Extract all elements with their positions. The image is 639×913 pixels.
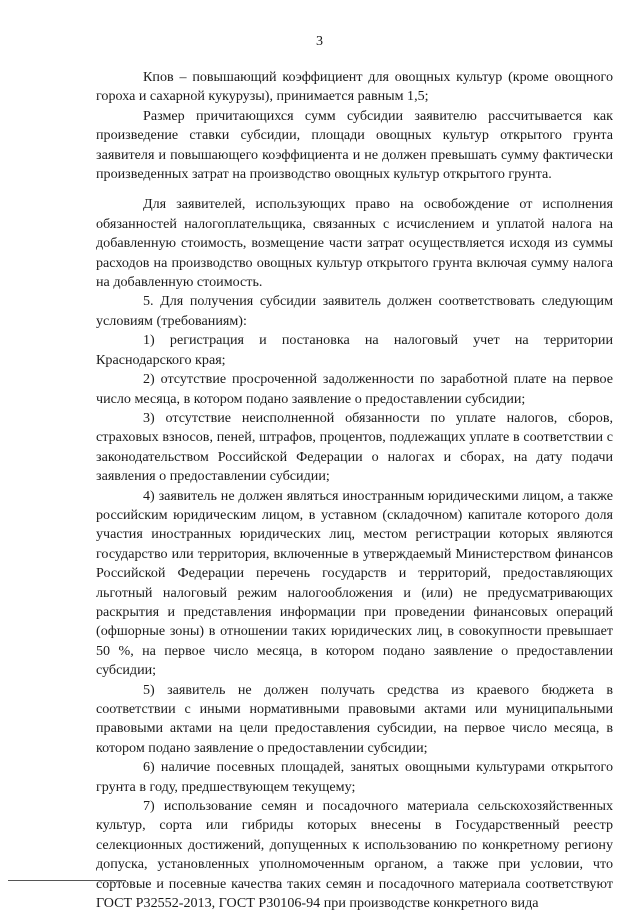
list-item-condition-4: 4) заявитель не должен являться иностранным юридическими лицом, а также российским юридическим лицом, в уставном (складочном) капитале которого доля участия иностранных юридических лиц, местом регистрации которых являются государство или территория, включенные в утверждаемый Министерством финансов Российской Федерации перечень государств и территорий, предоставляющих льготный налоговый режим налогообложения и (или) не предусматривающих раскрытия и представления информации при проведении финансовых операций (офшорные зоны) в отношении таких юридических лиц, в совокупности превышает 50 %, на первое число месяца, в котором подано заявление о предоставлении субсидии; (96, 487, 613, 679)
paragraph-conditions-intro: 5. Для получения субсидии заявитель должен соответствовать следующим условиям (требованиям): (96, 293, 613, 329)
paragraph-subsidy-amount: Размер причитающихся сумм субсидии заявителю рассчитывается как произведение ставки субсидии, площади овощных культур открытого грунта заявителя и повышающего коэффициента и не должен превышать сумму фактически произведенных затрат на производство овощных культур открытого грунта. (96, 107, 613, 183)
list-item-condition-3: 3) отсутствие неисполненной обязанности по уплате налогов, сборов, страховых взносов, пеней, штрафов, процентов, подлежащих уплате в соответствии с законодательством Российской Федерации о налогах и сборах, на дату подачи заявления о предоставлении субсидии; (96, 409, 613, 485)
page-number: 3 (315, 33, 324, 49)
footnote-separator-line (8, 880, 126, 881)
list-item-condition-5: 5) заявитель не должен получать средства из краевого бюджета в соответствии с иными нормативными правовыми актами или муниципальными правовыми актами на цели предоставления субсидии, на первое число месяца, в котором подано заявление о предоставлении субсидии; (96, 681, 613, 756)
list-item-condition-6: 6) наличие посевных площадей, занятых овощными культурами открытого грунта в году, предшествующем текущему; (96, 759, 613, 795)
document-body (96, 68, 613, 913)
list-item-condition-7: 7) использование семян и посадочного материала сельскохозяйственных культур, сорта или гибриды которых внесены в Государственный реестр селекционных достижений, допущенных к использованию по конкретному региону допуска, установленных уполномоченным органом, а также при условии, что сортовые и посевные качества таких семян и посадочного материала соответствуют ГОСТ Р32552-2013, ГОСТ Р30106-94 при производстве конкретного вида (96, 798, 613, 912)
paragraph-vat-exemption: Для заявителей, использующих право на освобождение от исполнения обязанностей налогоплательщика, связанных с исчислением и уплатой налога на добавленную стоимость, возмещение части затрат осуществляется исходя из суммы расходов на производство овощных культур открытого грунта включая сумму налога на добавленную стоимость. (96, 196, 613, 291)
list-item-condition-1: 1) регистрация и постановка на налоговый учет на территории Краснодарского края; (96, 332, 613, 368)
paragraph-kpov-definition: Кпов – повышающий коэффициент для овощных культур (кроме овощного гороха и сахарной кукурузы), принимается равным 1,5; (96, 69, 613, 105)
list-item-condition-2: 2) отсутствие просроченной задолженности по заработной плате на первое число месяца, в котором подано заявление о предоставлении субсидии; (96, 371, 613, 407)
